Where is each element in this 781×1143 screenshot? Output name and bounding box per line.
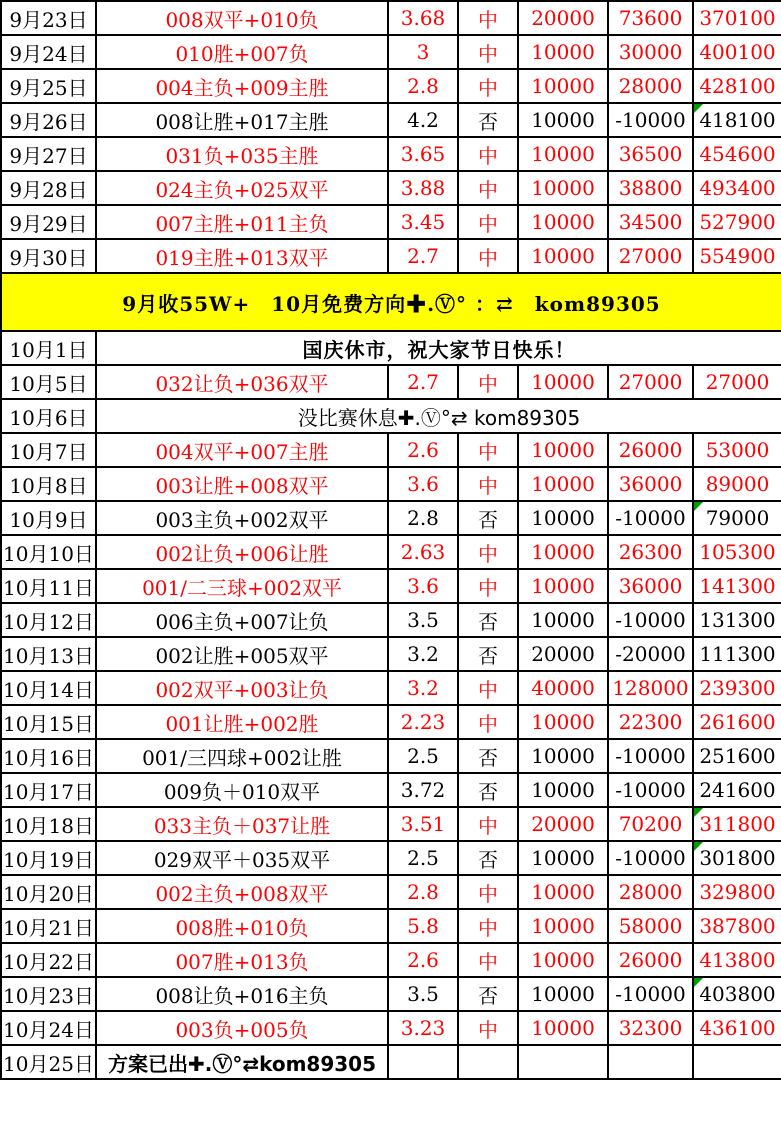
- bet-cell: 006主负+007让负: [96, 603, 388, 637]
- date-cell: 10月1日: [1, 331, 96, 365]
- table-row: [1, 467, 781, 501]
- total-cell: [693, 569, 781, 603]
- table-row: [1, 1, 781, 35]
- total-value: 413800: [699, 948, 776, 972]
- total-value: 428100: [699, 74, 776, 98]
- odds-cell: 2.6: [388, 943, 458, 977]
- date-cell: 10月23日: [1, 977, 96, 1011]
- table-row: [1, 875, 781, 909]
- result-cell: 中: [458, 535, 518, 569]
- promo-banner: 9月收55W+ 10月免费方向✚.Ⓥ° ：⇄ kom89305: [1, 273, 781, 331]
- total-value: 436100: [699, 1016, 776, 1040]
- total-cell: [693, 875, 781, 909]
- profit-cell: 26300: [608, 535, 693, 569]
- stake-cell: 10000: [518, 433, 608, 467]
- stake-cell: 20000: [518, 807, 608, 841]
- result-cell: 中: [458, 875, 518, 909]
- bet-cell: 033主负＋037让胜: [96, 807, 388, 841]
- total-cell: [693, 239, 781, 273]
- cell-flag-triangle-icon: [694, 978, 703, 987]
- bet-cell: 001/二三球+002双平: [96, 569, 388, 603]
- odds-cell: 4.2: [388, 103, 458, 137]
- date-cell: 10月6日: [1, 399, 96, 433]
- table-row: [1, 705, 781, 739]
- stake-cell: 10000: [518, 1011, 608, 1045]
- table-body: [1, 1, 781, 1079]
- total-value: 89000: [705, 472, 770, 496]
- table-row: [1, 1045, 781, 1079]
- profit-cell: -10000: [608, 739, 693, 773]
- result-cell: 否: [458, 103, 518, 137]
- result-cell: 中: [458, 35, 518, 69]
- total-cell: [693, 671, 781, 705]
- profit-cell: 27000: [608, 365, 693, 399]
- stake-cell: 40000: [518, 671, 608, 705]
- empty-cell: [458, 1045, 518, 1079]
- bet-cell: 004双平+007主胜: [96, 433, 388, 467]
- total-value: 418100: [699, 108, 776, 132]
- stake-cell: 10000: [518, 705, 608, 739]
- odds-cell: 3.5: [388, 977, 458, 1011]
- date-cell: 10月7日: [1, 433, 96, 467]
- stake-cell: 10000: [518, 773, 608, 807]
- result-cell: 中: [458, 171, 518, 205]
- bet-cell: 008让负+016主负: [96, 977, 388, 1011]
- date-cell: 9月30日: [1, 239, 96, 273]
- date-cell: 10月22日: [1, 943, 96, 977]
- bet-cell: 003主负+002双平: [96, 501, 388, 535]
- stake-cell: 10000: [518, 535, 608, 569]
- total-cell: [693, 433, 781, 467]
- table-row: [1, 69, 781, 103]
- odds-cell: 3.2: [388, 671, 458, 705]
- table-row: [1, 35, 781, 69]
- odds-cell: 2.5: [388, 841, 458, 875]
- bet-cell: 031负+035主胜: [96, 137, 388, 171]
- total-cell: [693, 467, 781, 501]
- date-cell: 10月16日: [1, 739, 96, 773]
- table-row: [1, 841, 781, 875]
- profit-cell: 128000: [608, 671, 693, 705]
- profit-cell: 38800: [608, 171, 693, 205]
- odds-cell: 2.8: [388, 69, 458, 103]
- result-cell: 中: [458, 671, 518, 705]
- stake-cell: 10000: [518, 501, 608, 535]
- profit-cell: -10000: [608, 977, 693, 1011]
- notice-cell: 国庆休市，祝大家节日快乐！: [96, 331, 781, 365]
- empty-cell: [388, 1045, 458, 1079]
- table-row: [1, 103, 781, 137]
- table-row: [1, 943, 781, 977]
- total-cell: [693, 1011, 781, 1045]
- bet-cell: 008胜+010负: [96, 909, 388, 943]
- date-cell: 9月27日: [1, 137, 96, 171]
- total-cell: [693, 535, 781, 569]
- result-cell: 否: [458, 841, 518, 875]
- date-cell: 10月5日: [1, 365, 96, 399]
- odds-cell: 3.23: [388, 1011, 458, 1045]
- odds-cell: 2.7: [388, 239, 458, 273]
- stake-cell: 10000: [518, 171, 608, 205]
- total-value: 454600: [699, 142, 776, 166]
- date-cell: 9月29日: [1, 205, 96, 239]
- odds-cell: 3.5: [388, 603, 458, 637]
- bet-cell: 003负+005负: [96, 1011, 388, 1045]
- cell-flag-triangle-icon: [694, 808, 703, 817]
- odds-cell: 2.63: [388, 535, 458, 569]
- total-value: 131300: [699, 608, 776, 632]
- bet-cell: 007胜+013负: [96, 943, 388, 977]
- pending-cell: 方案已出✚.Ⓥ°⇄kom89305: [96, 1045, 388, 1079]
- cell-flag-triangle-icon: [694, 502, 703, 511]
- date-cell: 10月20日: [1, 875, 96, 909]
- bet-cell: 002让胜+005双平: [96, 637, 388, 671]
- odds-cell: 3.6: [388, 467, 458, 501]
- total-value: 141300: [699, 574, 776, 598]
- stake-cell: 10000: [518, 909, 608, 943]
- bet-cell: 008让胜+017主胜: [96, 103, 388, 137]
- total-value: 370100: [699, 6, 776, 30]
- result-cell: 中: [458, 569, 518, 603]
- table-row: [1, 977, 781, 1011]
- odds-cell: 2.8: [388, 875, 458, 909]
- odds-cell: 3.65: [388, 137, 458, 171]
- total-cell: [693, 637, 781, 671]
- date-cell: 10月12日: [1, 603, 96, 637]
- empty-cell: [518, 1045, 608, 1079]
- stake-cell: 10000: [518, 365, 608, 399]
- date-cell: 9月25日: [1, 69, 96, 103]
- stake-cell: 10000: [518, 103, 608, 137]
- total-cell: [693, 841, 781, 875]
- date-cell: 10月14日: [1, 671, 96, 705]
- table-row: [1, 433, 781, 467]
- bet-cell: 002让负+006让胜: [96, 535, 388, 569]
- profit-cell: 27000: [608, 239, 693, 273]
- bet-cell: 003让胜+008双平: [96, 467, 388, 501]
- table-row: [1, 399, 781, 433]
- total-cell: [693, 977, 781, 1011]
- total-cell: [693, 69, 781, 103]
- total-value: 387800: [699, 914, 776, 938]
- bet-cell: 024主负+025双平: [96, 171, 388, 205]
- result-cell: 中: [458, 943, 518, 977]
- total-value: 251600: [699, 744, 776, 768]
- stake-cell: 10000: [518, 239, 608, 273]
- bet-cell: 019主胜+013双平: [96, 239, 388, 273]
- stake-cell: 10000: [518, 977, 608, 1011]
- result-cell: 中: [458, 467, 518, 501]
- date-cell: 9月23日: [1, 1, 96, 35]
- table-row: [1, 603, 781, 637]
- table-row: [1, 739, 781, 773]
- table-row: [1, 909, 781, 943]
- odds-cell: 3.2: [388, 637, 458, 671]
- total-cell: [693, 137, 781, 171]
- table-row: [1, 137, 781, 171]
- result-cell: 中: [458, 205, 518, 239]
- date-cell: 10月25日: [1, 1045, 96, 1079]
- date-cell: 10月10日: [1, 535, 96, 569]
- result-cell: 否: [458, 739, 518, 773]
- total-value: 53000: [705, 438, 770, 462]
- profit-cell: 32300: [608, 1011, 693, 1045]
- bet-cell: 008双平+010负: [96, 1, 388, 35]
- profit-cell: 26000: [608, 943, 693, 977]
- odds-cell: 2.5: [388, 739, 458, 773]
- date-cell: 10月9日: [1, 501, 96, 535]
- result-cell: 中: [458, 69, 518, 103]
- total-cell: [693, 909, 781, 943]
- profit-cell: 36500: [608, 137, 693, 171]
- bet-cell: 002主负+008双平: [96, 875, 388, 909]
- odds-cell: 3: [388, 35, 458, 69]
- date-cell: 10月13日: [1, 637, 96, 671]
- result-cell: 否: [458, 637, 518, 671]
- total-cell: [693, 603, 781, 637]
- bet-cell: 001/三四球+002让胜: [96, 739, 388, 773]
- table-row: [1, 807, 781, 841]
- profit-cell: -10000: [608, 103, 693, 137]
- table-row: [1, 1011, 781, 1045]
- total-cell: [693, 773, 781, 807]
- empty-cell: [608, 1045, 693, 1079]
- odds-cell: 3.68: [388, 1, 458, 35]
- total-value: 27000: [705, 370, 770, 394]
- stake-cell: 20000: [518, 637, 608, 671]
- total-cell: [693, 739, 781, 773]
- table-row: [1, 239, 781, 273]
- total-cell: [693, 171, 781, 205]
- table-row: [1, 273, 781, 331]
- odds-cell: 3.45: [388, 205, 458, 239]
- result-cell: 中: [458, 909, 518, 943]
- total-value: 105300: [699, 540, 776, 564]
- result-cell: 中: [458, 433, 518, 467]
- table-row: [1, 331, 781, 365]
- total-cell: [693, 35, 781, 69]
- table-row: [1, 637, 781, 671]
- result-cell: 中: [458, 1011, 518, 1045]
- total-cell: [693, 807, 781, 841]
- profit-cell: 26000: [608, 433, 693, 467]
- odds-cell: 3.88: [388, 171, 458, 205]
- stake-cell: 10000: [518, 603, 608, 637]
- stake-cell: 10000: [518, 569, 608, 603]
- total-value: 400100: [699, 40, 776, 64]
- total-cell: [693, 501, 781, 535]
- date-cell: 9月28日: [1, 171, 96, 205]
- total-value: 239300: [699, 676, 776, 700]
- total-value: 79000: [705, 506, 770, 530]
- profit-cell: 34500: [608, 205, 693, 239]
- total-cell: [693, 365, 781, 399]
- profit-cell: -20000: [608, 637, 693, 671]
- bet-cell: 029双平＋035双平: [96, 841, 388, 875]
- total-cell: [693, 103, 781, 137]
- table-row: [1, 501, 781, 535]
- date-cell: 10月18日: [1, 807, 96, 841]
- result-cell: 否: [458, 773, 518, 807]
- odds-cell: 3.72: [388, 773, 458, 807]
- total-cell: [693, 205, 781, 239]
- bet-cell: 010胜+007负: [96, 35, 388, 69]
- date-cell: 10月21日: [1, 909, 96, 943]
- total-value: 329800: [699, 880, 776, 904]
- total-value: 403800: [699, 982, 776, 1006]
- profit-cell: 58000: [608, 909, 693, 943]
- result-cell: 否: [458, 977, 518, 1011]
- date-cell: 10月15日: [1, 705, 96, 739]
- odds-cell: 3.51: [388, 807, 458, 841]
- profit-cell: 36000: [608, 569, 693, 603]
- profit-cell: -10000: [608, 501, 693, 535]
- result-cell: 中: [458, 137, 518, 171]
- date-cell: 10月24日: [1, 1011, 96, 1045]
- stake-cell: 10000: [518, 739, 608, 773]
- profit-cell: 73600: [608, 1, 693, 35]
- odds-cell: 2.8: [388, 501, 458, 535]
- notice-cell: 没比赛休息✚.Ⓥ°⇄ kom89305: [96, 399, 781, 433]
- stake-cell: 10000: [518, 69, 608, 103]
- stake-cell: 10000: [518, 205, 608, 239]
- date-cell: 9月26日: [1, 103, 96, 137]
- bet-cell: 032让负+036双平: [96, 365, 388, 399]
- profit-cell: 22300: [608, 705, 693, 739]
- total-value: 493400: [699, 176, 776, 200]
- total-cell: [693, 705, 781, 739]
- table-row: [1, 773, 781, 807]
- result-cell: 否: [458, 501, 518, 535]
- total-value: 301800: [699, 846, 776, 870]
- total-cell: [693, 943, 781, 977]
- odds-cell: 2.6: [388, 433, 458, 467]
- date-cell: 9月24日: [1, 35, 96, 69]
- result-cell: 中: [458, 807, 518, 841]
- total-value: 311800: [699, 812, 776, 836]
- stake-cell: 10000: [518, 943, 608, 977]
- total-value: 527900: [699, 210, 776, 234]
- odds-cell: 3.6: [388, 569, 458, 603]
- result-cell: 中: [458, 239, 518, 273]
- date-cell: 10月8日: [1, 467, 96, 501]
- odds-cell: 2.23: [388, 705, 458, 739]
- cell-flag-triangle-icon: [694, 842, 703, 851]
- profit-cell: 30000: [608, 35, 693, 69]
- table-row: [1, 535, 781, 569]
- stake-cell: 10000: [518, 35, 608, 69]
- bet-cell: 001让胜+002胜: [96, 705, 388, 739]
- profit-cell: -10000: [608, 773, 693, 807]
- date-cell: 10月17日: [1, 773, 96, 807]
- result-cell: 中: [458, 705, 518, 739]
- stake-cell: 10000: [518, 467, 608, 501]
- table-row: [1, 569, 781, 603]
- table-row: [1, 365, 781, 399]
- odds-cell: 5.8: [388, 909, 458, 943]
- table-row: [1, 205, 781, 239]
- bet-cell: 004主负+009主胜: [96, 69, 388, 103]
- result-cell: 中: [458, 1, 518, 35]
- empty-cell: [693, 1045, 781, 1079]
- bet-cell: 002双平+003让负: [96, 671, 388, 705]
- stake-cell: 10000: [518, 875, 608, 909]
- profit-cell: -10000: [608, 841, 693, 875]
- date-cell: 10月11日: [1, 569, 96, 603]
- table-row: [1, 171, 781, 205]
- total-value: 261600: [699, 710, 776, 734]
- bet-cell: 009负＋010双平: [96, 773, 388, 807]
- profit-cell: 36000: [608, 467, 693, 501]
- total-cell: [693, 1, 781, 35]
- bet-cell: 007主胜+011主负: [96, 205, 388, 239]
- profit-cell: -10000: [608, 603, 693, 637]
- odds-cell: 2.7: [388, 365, 458, 399]
- profit-cell: 28000: [608, 875, 693, 909]
- stake-cell: 10000: [518, 137, 608, 171]
- total-value: 111300: [699, 642, 776, 666]
- cell-flag-triangle-icon: [694, 104, 703, 113]
- total-value: 241600: [699, 778, 776, 802]
- profit-cell: 28000: [608, 69, 693, 103]
- stake-cell: 10000: [518, 841, 608, 875]
- table-row: [1, 671, 781, 705]
- result-cell: 中: [458, 365, 518, 399]
- total-value: 554900: [699, 244, 776, 268]
- profit-cell: 70200: [608, 807, 693, 841]
- stake-cell: 20000: [518, 1, 608, 35]
- result-cell: 否: [458, 603, 518, 637]
- date-cell: 10月19日: [1, 841, 96, 875]
